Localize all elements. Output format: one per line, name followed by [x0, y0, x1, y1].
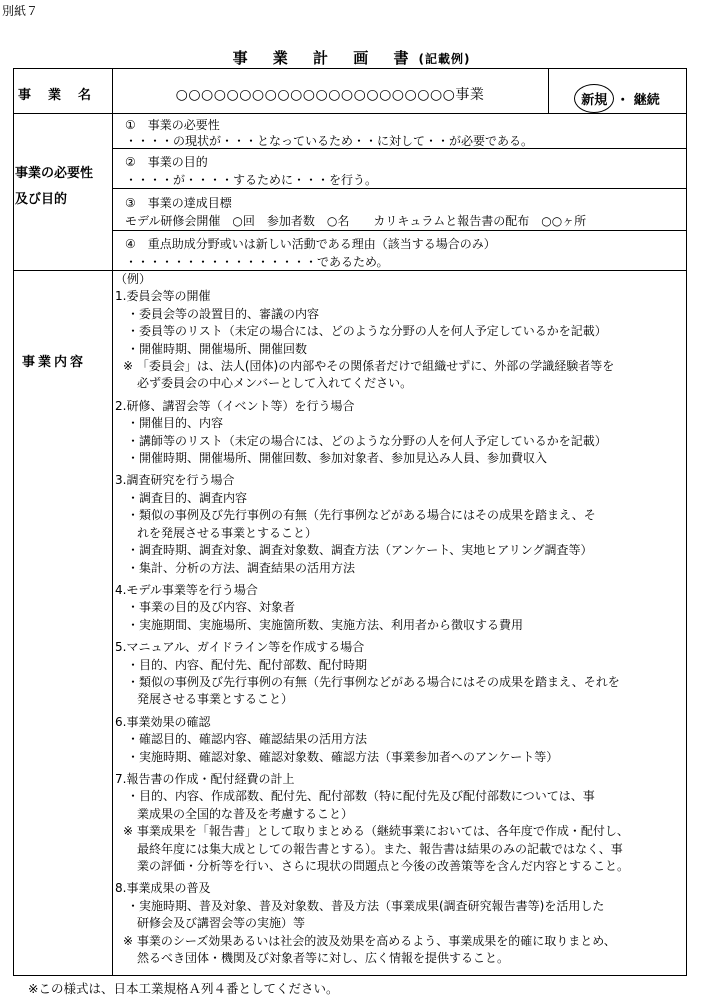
section-line: ※ 事業のシーズ効果あるいは社会的波及効果を高めるよう、事業成果を的確に取りまとめ、: [123, 933, 616, 948]
content-section: [115, 398, 685, 468]
section-heading: 2.研修、講習会等（イベント等）を行う場合: [115, 398, 355, 413]
section-line: ・開催目的、内容: [127, 416, 224, 431]
necessity-label-line2: 及び目的: [15, 192, 68, 207]
attachment-label: 別紙７: [2, 4, 39, 18]
footer-note: ※この様式は、日本工業規格Ａ列４番としてください。: [28, 981, 339, 996]
goal-text: モデル研修会開催 ○回 参加者数 ○名 カリキュラムと報告書の配布 ○○ヶ所: [125, 214, 587, 228]
section-line: ※ 事業成果を「報告書」として取りまとめる（継続事業においては、各年度で作成・配付し、: [123, 824, 629, 839]
content-section: [115, 714, 685, 766]
necessity-heading: ① 事業の必要性: [125, 118, 220, 132]
example-label: （例）: [115, 272, 152, 286]
content-section: [115, 472, 685, 576]
divider: [112, 230, 687, 231]
purpose-text: ・・・・が・・・・するために・・・を行う。: [125, 173, 378, 187]
content-section: [115, 771, 685, 875]
status-options: [548, 84, 686, 113]
section-line: れを発展させる事業とすること）: [137, 525, 318, 540]
section-line: ・実施期間、実施場所、実施箇所数、実施方法、利用者から徴収する費用: [127, 617, 524, 632]
section-line: ・目的、内容、配付先、配付部数、配付時期: [127, 657, 368, 672]
section-heading: 1.委員会等の開催: [115, 289, 211, 304]
section-line: ・調査目的、調査内容: [127, 490, 248, 505]
section-line: 最終年度には集大成としての報告書とする）。また、報告書は結果のみの記載ではなく、事: [137, 841, 623, 856]
title-suffix: (記載例): [418, 52, 471, 66]
content-section: [115, 639, 685, 709]
section-line: ・講師等のリスト（未定の場合には、どのような分野の人を何人予定しているかを記載）: [127, 433, 607, 448]
content-section: [115, 288, 685, 392]
necessity-text: ・・・・の現状が・・・となっているため・・に対して・・が必要である。: [125, 134, 534, 148]
goal-heading: ③ 事業の達成目標: [125, 196, 232, 210]
section-heading: 6.事業効果の確認: [115, 714, 211, 729]
divider: [13, 113, 687, 114]
section-line: ・類似の事例及び先行事例の有無（先行事例などがある場合にはその成果を踏まえ、そ: [127, 508, 596, 523]
section-line: ・委員会等の設置目的、審議の内容: [127, 306, 320, 321]
reason-heading: ④ 重点助成分野或いは新しい活動である理由（該当する場合のみ）: [125, 237, 496, 251]
section-heading: 8.事業成果の普及: [115, 881, 211, 896]
section-line: 必ず委員会の中心メンバーとして入れてください。: [137, 376, 413, 391]
section-line: ・委員等のリスト（未定の場合には、どのような分野の人を何人予定しているかを記載）: [127, 324, 607, 339]
content-body: [115, 271, 685, 967]
section-line: ・類似の事例及び先行事例の有無（先行事例などがある場合にはその成果を踏まえ、それを: [127, 674, 620, 689]
section-heading: 3.調査研究を行う場合: [115, 473, 235, 488]
section-line: ・開催時期、開催場所、開催回数: [127, 341, 308, 356]
section-line: ・目的、内容、作成部数、配付先、配付部数（特に配付先及び配付部数については、事: [127, 789, 595, 804]
page-title: [0, 47, 703, 68]
section-line: 研修会及び講習会等の実施）等: [137, 916, 306, 931]
business-name-value: ○○○○○○○○○○○○○○○○○○○○○○事業: [175, 87, 485, 103]
section-line: 業の評価・分析等を行い、さらに現状の問題点と今後の改善策等を含んだ内容とすること。: [137, 859, 630, 873]
status-separator: ・: [616, 93, 630, 108]
section-line: ・実施時期、確認対象、確認対象数、確認方法（事業参加者へのアンケート等）: [127, 749, 559, 764]
purpose-heading: ② 事業の目的: [125, 155, 208, 169]
section-line: 然るべき団体・機関及び対象者等に対し、広く情報を提供すること。: [137, 951, 510, 966]
section-heading: 5.マニュアル、ガイドライン等を作成する場合: [115, 640, 365, 655]
status-continuing: 継続: [633, 93, 660, 108]
content-section: [115, 582, 685, 634]
divider: [112, 68, 113, 976]
necessity-label-line1: 事業の必要性: [15, 166, 94, 181]
section-line: 業成果の全国的な普及を考慮すること）: [137, 806, 354, 821]
business-name-label: 事 業 名: [18, 88, 94, 103]
section-line: 発展させる事業とすること）: [137, 692, 294, 707]
section-line: ・実施時期、普及対象、普及対象数、普及方法（事業成果(調査研究報告書等)を活用した: [127, 898, 605, 913]
divider: [112, 188, 687, 189]
section-line: ・開催時期、開催場所、開催回数、参加対象者、参加見込み人員、参加費収入: [127, 451, 548, 466]
section-heading: 7.報告書の作成・配付経費の計上: [115, 771, 295, 786]
reason-text: ・・・・・・・・・・・・・・・・であるため。: [125, 255, 389, 269]
section-line: ・集計、分析の方法、調査結果の活用方法: [127, 560, 356, 575]
content-sections: [115, 288, 685, 967]
section-line: ・確認目的、確認内容、確認結果の活用方法: [127, 732, 368, 747]
section-line: ・事業の目的及び内容、対象者: [127, 600, 296, 615]
status-new-circled: 新規: [574, 84, 614, 113]
title-main: 事 業 計 画 書: [232, 49, 419, 67]
section-line: ※ 「委員会」は、法人(団体)の内部やその関係者だけで組織せずに、外部の学識経験者等を: [123, 359, 615, 374]
content-label: 事業内容: [22, 355, 87, 370]
content-section: [115, 880, 685, 967]
section-heading: 4.モデル事業等を行う場合: [115, 582, 258, 597]
section-line: ・調査時期、調査対象、調査対象数、調査方法（アンケート、実地ヒアリング調査等）: [127, 543, 593, 558]
